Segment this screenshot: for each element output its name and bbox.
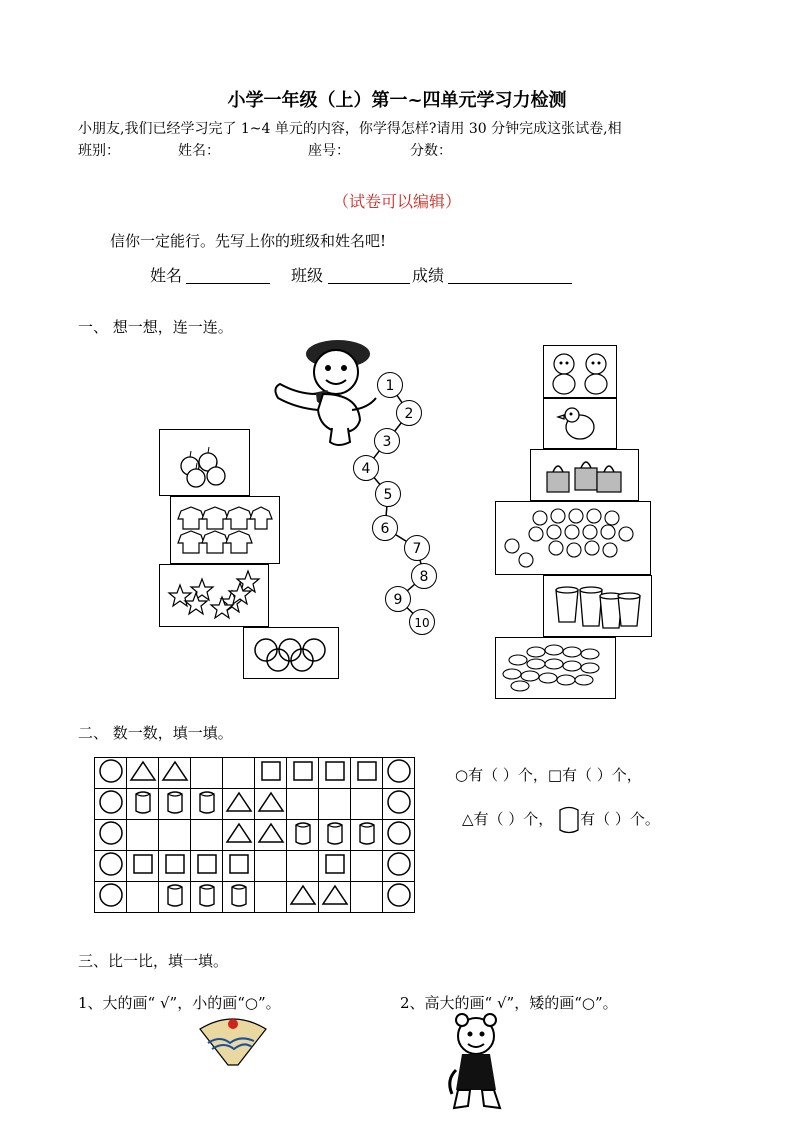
cylinder-icon: [197, 800, 217, 819]
square-cell: [191, 851, 223, 882]
empty-cell: [191, 820, 223, 851]
triangle-icon: [257, 829, 285, 848]
circle-cell: [95, 789, 127, 820]
circle-count-text: ○有（ ）个，: [455, 766, 548, 784]
section1-heading: 一、 想一想，连一连。: [78, 318, 233, 336]
question-3-1: 1、大的画“ √”，小的画“○”。: [78, 994, 281, 1012]
number-circle-4[interactable]: 4: [353, 455, 379, 481]
square-icon: [195, 861, 219, 880]
cylinder-icon: [197, 893, 217, 912]
square-cell: [223, 851, 255, 882]
cylinder-icon: [133, 800, 153, 819]
page-title: 小学一年级（上）第一~四单元学习力检测: [227, 90, 567, 111]
chick-box[interactable]: [543, 398, 617, 449]
cylinder-icon: [165, 800, 185, 819]
cylinder-icon: [293, 831, 313, 850]
alarm-clocks-icon: [496, 502, 649, 573]
triangle-icon: [321, 891, 349, 910]
square-icon: [259, 768, 283, 787]
grid-row: [95, 758, 415, 789]
circle-cell: [95, 758, 127, 789]
stars-box[interactable]: [159, 564, 269, 627]
circle-icon: [98, 769, 124, 788]
cylinder-cell: [159, 789, 191, 820]
clothes-box[interactable]: [170, 496, 280, 564]
number-circle-2[interactable]: 2: [396, 400, 422, 426]
apples-icon: [160, 430, 248, 494]
empty-cell: [223, 758, 255, 789]
square-cell: [319, 851, 351, 882]
fill-class-label: 班级: [291, 266, 324, 285]
empty-cell: [351, 882, 383, 913]
question-3-2: 2、高大的画“ √”，矮的画“○”。: [400, 994, 618, 1012]
circle-icon: [386, 831, 412, 850]
cylinder-icon: [558, 805, 580, 835]
section2-heading: 二、 数一数，填一填。: [78, 724, 233, 742]
circle-icon: [386, 862, 412, 881]
triangle-cell: [255, 789, 287, 820]
circle-icon: [386, 893, 412, 912]
triangle-cell: [159, 758, 191, 789]
empty-cell: [159, 820, 191, 851]
square-icon: [163, 861, 187, 880]
number-circle-1[interactable]: 1: [377, 372, 403, 398]
triangle-cell: [287, 882, 319, 913]
empty-cell: [255, 882, 287, 913]
circle-icon: [98, 862, 124, 881]
cylinder-icon: [357, 831, 377, 850]
triangle-count-text: △有（ ）个，: [462, 810, 554, 828]
cylinder-count-text: 有（ ）个。: [580, 810, 660, 828]
cylinder-cell: [191, 882, 223, 913]
square-icon: [355, 768, 379, 787]
empty-cell: [255, 851, 287, 882]
apples-box[interactable]: [159, 429, 250, 496]
triangle-cell: [223, 789, 255, 820]
number-circle-10[interactable]: 10: [409, 609, 435, 635]
class-blank[interactable]: [328, 265, 410, 284]
square-icon: [227, 861, 251, 880]
empty-cell: [127, 820, 159, 851]
name-label: 姓名：: [178, 143, 220, 159]
score-blank[interactable]: [448, 265, 572, 284]
empty-cell: [191, 758, 223, 789]
editable-note: （试卷可以编辑）: [332, 192, 461, 211]
empty-cell: [287, 789, 319, 820]
circle-icon: [98, 893, 124, 912]
square-cell: [351, 758, 383, 789]
seat-label: 座号：: [308, 143, 350, 159]
empty-cell: [351, 851, 383, 882]
score-label: 分数：: [410, 143, 452, 159]
cylinder-icon: [165, 893, 185, 912]
triangle-icon: [225, 798, 253, 817]
triangle-cell: [255, 820, 287, 851]
shape-count-grid: [94, 757, 415, 913]
square-cell: [159, 851, 191, 882]
square-icon: [291, 768, 315, 787]
clocks-box[interactable]: [495, 501, 651, 575]
empty-cell: [319, 789, 351, 820]
number-circle-7[interactable]: 7: [404, 535, 430, 561]
circle-cell: [95, 820, 127, 851]
cylinder-cell: [319, 820, 351, 851]
cylinder-cell: [191, 789, 223, 820]
fan-illustration: [194, 1013, 272, 1069]
number-circle-5[interactable]: 5: [375, 481, 401, 507]
square-cell: [319, 758, 351, 789]
triangle-icon: [161, 767, 189, 786]
circle-icon: [386, 800, 412, 819]
empty-cell: [351, 789, 383, 820]
triangle-cell: [223, 820, 255, 851]
encourage-text: 信你一定能行。先写上你的班级和姓名吧!: [110, 232, 387, 250]
monkeys-icon: [544, 346, 615, 396]
fill-score-label: 成绩: [412, 266, 445, 285]
square-icon: [323, 861, 347, 880]
tiger-illustration: [440, 1010, 512, 1115]
circle-cell: [383, 820, 415, 851]
chick-icon: [544, 399, 615, 447]
shirts-icon: [171, 497, 277, 561]
grid-row: [95, 820, 415, 851]
square-cell: [255, 758, 287, 789]
circle-cell: [95, 851, 127, 882]
circle-cell: [95, 882, 127, 913]
name-blank[interactable]: [186, 265, 270, 284]
number-circle-9[interactable]: 9: [385, 586, 411, 612]
cylinder-icon: [325, 831, 345, 850]
triangle-icon: [129, 767, 157, 786]
triangle-cell: [319, 882, 351, 913]
number-circle-6[interactable]: 6: [372, 515, 398, 541]
circle-cell: [383, 758, 415, 789]
square-icon: [131, 861, 155, 880]
grid-row: [95, 882, 415, 913]
grid-row: [95, 851, 415, 882]
cups-icon: [544, 576, 650, 635]
square-cell: [127, 851, 159, 882]
shells-box[interactable]: [495, 637, 616, 699]
class-label: 班别：: [78, 143, 120, 159]
grid-row: [95, 789, 415, 820]
cups-box[interactable]: [543, 575, 652, 637]
triangle-icon: [225, 829, 253, 848]
number-circle-3[interactable]: 3: [374, 428, 400, 454]
cylinder-cell: [351, 820, 383, 851]
triangle-cell: [127, 758, 159, 789]
number-circle-8[interactable]: 8: [411, 563, 437, 589]
shells-icon: [496, 638, 614, 697]
circle-cell: [383, 851, 415, 882]
count-line-2: [462, 805, 660, 835]
empty-cell: [127, 882, 159, 913]
circle-cell: [383, 882, 415, 913]
circle-icon: [98, 831, 124, 850]
cylinder-cell: [159, 882, 191, 913]
rings-box[interactable]: [243, 627, 339, 679]
cylinder-icon: [229, 893, 249, 912]
square-icon: [323, 768, 347, 787]
square-cell: [287, 758, 319, 789]
bags-icon: [531, 450, 637, 499]
intro-text: 小朋友,我们已经学习完了 1~4 单元的内容，你学得怎样?请用 30 分钟完成这张试卷,相: [78, 121, 622, 137]
triangle-icon: [257, 798, 285, 817]
count-line-1: [455, 764, 642, 785]
bags-box[interactable]: [530, 449, 639, 501]
section3-heading: 三、比一比，填一填。: [78, 952, 229, 970]
circle-cell: [383, 789, 415, 820]
cylinder-cell: [223, 882, 255, 913]
fill-name-label: 姓名: [150, 266, 183, 285]
circle-icon: [98, 800, 124, 819]
square-count-text: □有（ ）个，: [547, 766, 642, 784]
circle-icon: [386, 769, 412, 788]
olympic-rings-icon: [244, 628, 337, 677]
monkeys-box[interactable]: [543, 345, 617, 398]
empty-cell: [287, 851, 319, 882]
cylinder-cell: [127, 789, 159, 820]
triangle-icon: [289, 891, 317, 910]
cylinder-cell: [287, 820, 319, 851]
stars-icon: [160, 565, 266, 625]
